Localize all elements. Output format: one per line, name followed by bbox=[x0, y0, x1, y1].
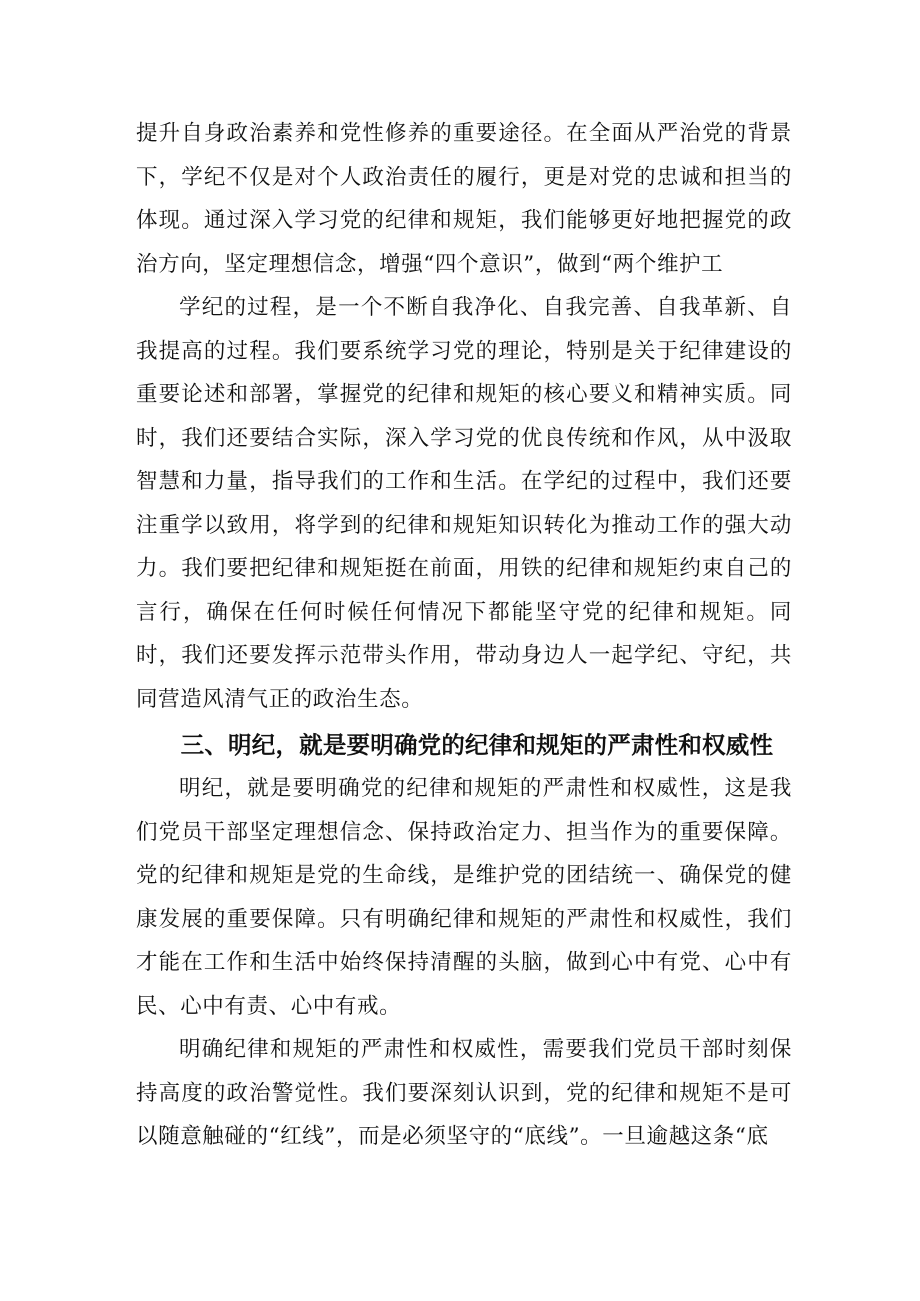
paragraph-continuation: 提升自身政治素养和党性修养的重要途径。在全面从严治党的背景下，学纪不仅是对个人政治责任的履行，更是对党的忠诚和担当的体现。通过深入学习党的纪律和规矩，我们能够更好地把握党的政治方向，坚定理想信念，增强“四个意识”，做到“两个维护工 bbox=[136, 121, 792, 277]
document-page bbox=[136, 112, 792, 1159]
paragraph-clarify-discipline: 明纪，就是要明确党的纪律和规矩的严肃性和权威性，这是我们党员干部坚定理想信念、保持政治定力、担当作为的重要保障。党的纪律和规矩是党的生命线，是维护党的团结统一、确保党的健康发展的重要保障。只有明确纪律和规矩的严肃性和权威性，我们才能在工作和生活中始终保持清醒的头脑，做到心中有党、心中有民、心中有责、心中有戒。 bbox=[136, 776, 792, 1019]
section-heading: 三、明纪，就是要明确党的纪律和规矩的严肃性和权威性 bbox=[180, 731, 774, 759]
paragraph-political-vigilance: 明确纪律和规矩的严肃性和权威性，需要我们党员干部时刻保持高度的政治警觉性。我们要深刻认识到，党的纪律和规矩不是可以随意触碰的“红线”，而是必须坚守的“底线”。一旦逾越这条“底 bbox=[136, 1037, 792, 1149]
paragraph-learning-discipline: 学纪的过程，是一个不断自我净化、自我完善、自我革新、自我提高的过程。我们要系统学习党的理论，特别是关于纪律建设的重要论述和部署，掌握党的纪律和规矩的核心要义和精神实质。同时，我们还要结合实际，深入学习党的优良传统和作风，从中汲取智慧和力量，指导我们的工作和生活。在学纪的过程中，我们还要注重学以致用，将学到的纪律和规矩知识转化为推动工作的强大动力。我们要把纪律和规矩挺在前面，用铁的纪律和规矩约束自己的言行，确保在任何时候任何情况下都能坚守党的纪律和规矩。同时，我们还要发挥示范带头作用，带动身边人一起学纪、守纪，共同营造风清气正的政治生态。 bbox=[136, 295, 792, 712]
